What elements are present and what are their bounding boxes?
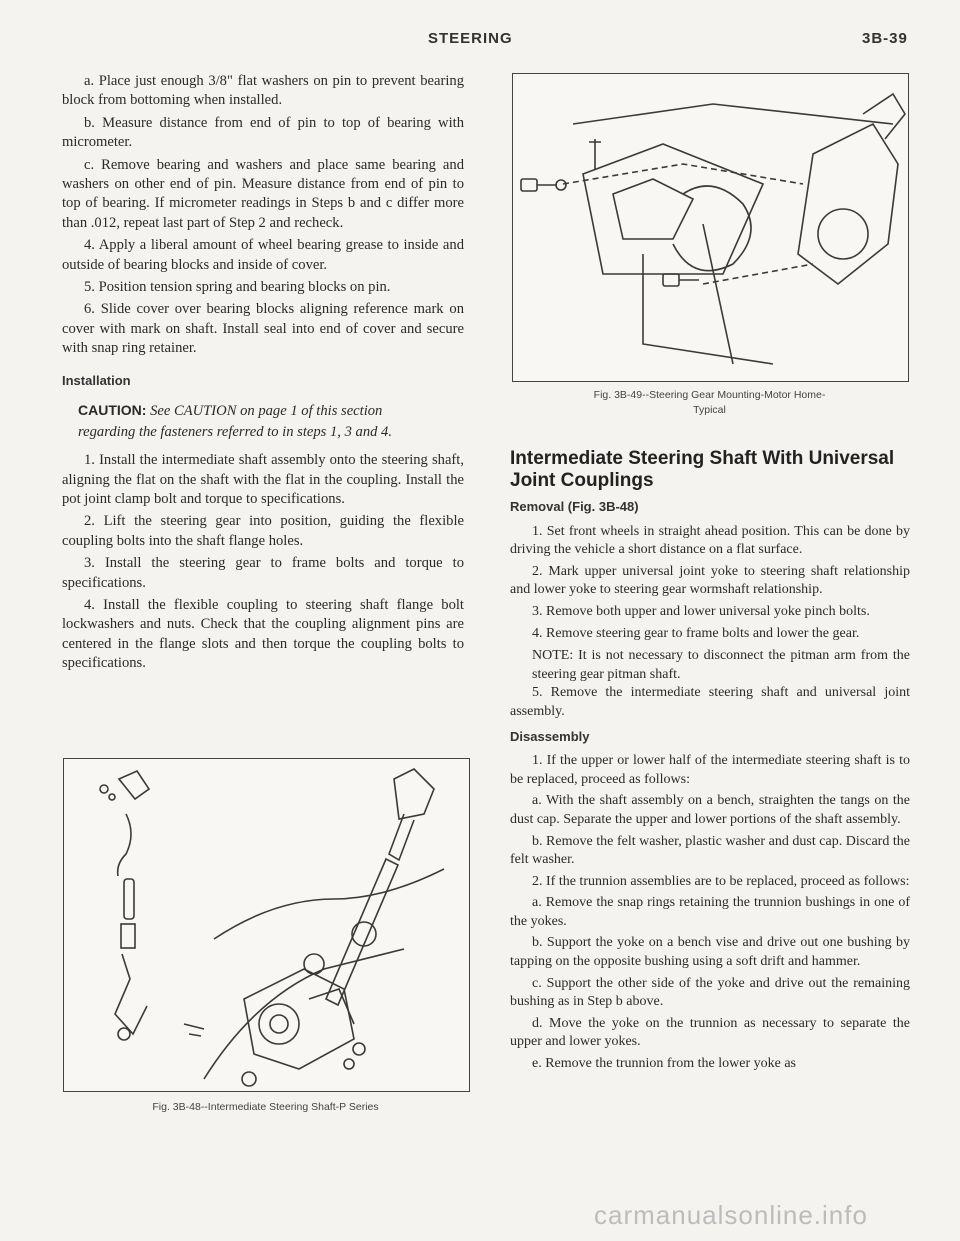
- watermark: carmanualsonline.info: [594, 1200, 868, 1230]
- figure-3b-48-caption: Fig. 3B-48--Intermediate Steering Shaft-P Series: [152, 1101, 379, 1113]
- caution-text: See CAUTION on page 1 of this section regarding the fasteners referred to in steps 1, 3 and 4.: [78, 403, 393, 441]
- paragraph: a. With the shaft assembly on a bench, straighten the tangs on the dust cap. Separate the upper and lower portions of the shaft assembly.: [510, 793, 910, 827]
- figure-3b-48: [63, 758, 470, 1092]
- figure-3b-49: [512, 73, 909, 382]
- paragraph: c. Support the other side of the yoke and drive out the remaining bushing as in Step b above.: [510, 975, 910, 1010]
- paragraph: c. Remove bearing and washers and place same bearing and washers on other end of pin. Measure distance from end of pin to top of bearing. If micrometer readings in Steps b and c differ more than .012, repeat last part of Step 2 and recheck.: [62, 156, 464, 231]
- page-number: 3B-39: [862, 30, 908, 47]
- paragraph: a. Remove the snap rings retaining the trunnion bushings in one of the yokes.: [510, 895, 910, 929]
- paragraph: 3. Remove both upper and lower universal yoke pinch bolts.: [532, 603, 870, 619]
- note: NOTE: It is not necessary to disconnect the pitman arm from the steering gear pitman shaft.: [532, 648, 910, 682]
- caption-line: Typical: [693, 404, 726, 416]
- paragraph: 4. Apply a liberal amount of wheel bearing grease to inside and outside of bearing blocks and inside of cover.: [62, 237, 464, 273]
- paragraph: 2. Mark upper universal joint yoke to steering shaft relationship and lower yoke to steering gear wormshaft relationship.: [510, 563, 910, 598]
- paragraph: 2. If the trunnion assemblies are to be replaced, proceed as follows:: [532, 873, 910, 889]
- caption-line: Fig. 3B-49--Steering Gear Mounting-Motor Home-: [593, 389, 826, 401]
- paragraph: 3. Install the steering gear to frame bolts and torque to specifications.: [62, 555, 464, 591]
- paragraph: 1. If the upper or lower half of the intermediate steering shaft is to be replaced, proceed as follows:: [510, 753, 910, 787]
- paragraph: 5. Position tension spring and bearing blocks on pin.: [84, 279, 391, 296]
- caution-block: [78, 400, 424, 443]
- right-column: [510, 448, 910, 1077]
- paragraph: 5. Remove the intermediate steering shaft and universal joint assembly.: [510, 685, 910, 719]
- steering-gear-mounting-illustration: [513, 74, 908, 381]
- page-header-title: STEERING: [428, 30, 513, 47]
- paragraph: 2. Lift the steering gear into position, guiding the flexible coupling bolts into the shaft flange holes.: [62, 513, 464, 549]
- paragraph: b. Remove the felt washer, plastic washer and dust cap. Discard the felt washer.: [510, 833, 910, 868]
- paragraph: b. Measure distance from end of pin to top of bearing with micrometer.: [62, 114, 464, 151]
- paragraph: 1. Set front wheels in straight ahead position. This can be done by driving the vehicle a short distance on a flat surface.: [510, 523, 910, 558]
- paragraph: 6. Slide cover over bearing blocks aligning reference mark on cover with mark on shaft. Install seal into end of cover and secure with snap ring retainer.: [62, 301, 464, 357]
- paragraph: a. Place just enough 3/8" flat washers on pin to prevent bearing block from bottoming when installed.: [62, 73, 464, 109]
- disassembly-heading: Disassembly: [510, 728, 590, 744]
- figure-3b-49-caption: [512, 388, 907, 418]
- section-title: Intermediate Steering Shaft With Universal Joint Couplings: [510, 448, 895, 491]
- paragraph: d. Move the yoke on the trunnion as necessary to separate the upper and lower yokes.: [510, 1015, 910, 1050]
- removal-heading: Removal (Fig. 3B-48): [510, 499, 639, 514]
- paragraph: 4. Remove steering gear to frame bolts and lower the gear.: [532, 625, 860, 641]
- paragraph: 4. Install the flexible coupling to steering shaft flange bolt lockwashers and nuts. Check that the coupling alignment pins are centered in the flange slots and then torque the coupling bolts to specifications.: [62, 596, 464, 672]
- paragraph: b. Support the yoke on a bench vise and drive out one bushing by tapping on the opposite bushing using a soft drift and hammer.: [510, 935, 910, 970]
- steering-shaft-illustration: [64, 759, 469, 1091]
- paragraph: 1. Install the intermediate shaft assembly onto the steering shaft, aligning the flat on the shaft with the flat in the coupling. Install the pot joint clamp bolt and torque to specifications.: [62, 452, 464, 507]
- installation-heading: Installation: [62, 372, 131, 388]
- paragraph: e. Remove the trunnion from the lower yoke as: [532, 1056, 796, 1072]
- left-column: [62, 72, 464, 677]
- caution-label: CAUTION:: [78, 402, 147, 419]
